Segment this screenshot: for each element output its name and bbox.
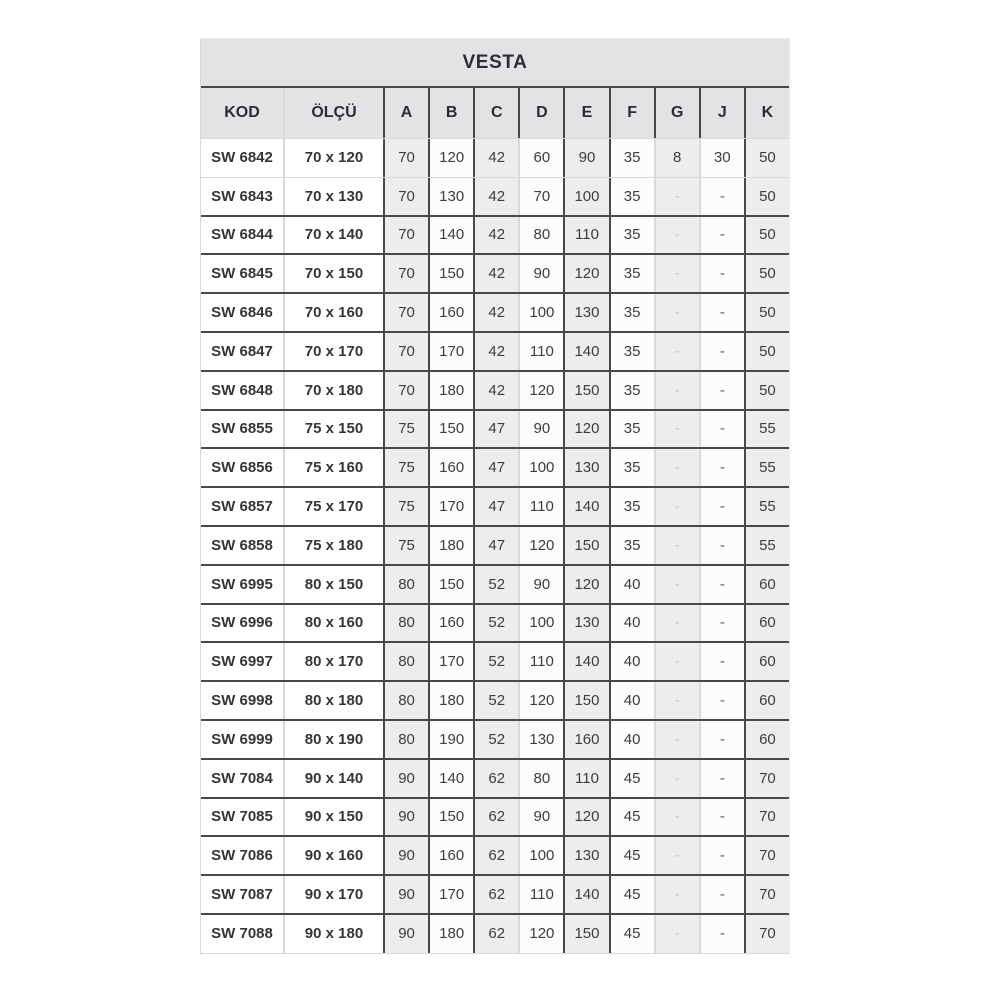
column-header-c: C [473,88,518,138]
cell-a: 80 [383,721,428,758]
table-row [201,760,789,799]
cell-g: 8 [654,139,699,177]
table-row [201,527,789,566]
cell-k: 70 [744,915,789,953]
cell-j: - [699,178,744,215]
cell-olcu: 70 x 180 [283,372,383,409]
cell-g: - [654,721,699,758]
cell-kod: SW 6857 [201,488,283,525]
cell-b: 180 [428,527,473,564]
cell-f: 35 [609,217,654,254]
cell-a: 70 [383,178,428,215]
cell-b: 160 [428,294,473,331]
cell-b: 160 [428,605,473,642]
column-header-d: D [518,88,563,138]
cell-c: 62 [473,915,518,953]
cell-a: 75 [383,527,428,564]
cell-g: - [654,411,699,448]
cell-f: 45 [609,837,654,874]
cell-kod: SW 6858 [201,527,283,564]
cell-f: 40 [609,643,654,680]
cell-a: 70 [383,255,428,292]
cell-d: 80 [518,760,563,797]
cell-b: 160 [428,837,473,874]
cell-kod: SW 6855 [201,411,283,448]
cell-k: 60 [744,682,789,719]
cell-a: 80 [383,605,428,642]
table-row [201,799,789,838]
cell-k: 70 [744,876,789,913]
table-row [201,488,789,527]
cell-j: - [699,837,744,874]
cell-c: 42 [473,217,518,254]
cell-k: 50 [744,217,789,254]
cell-e: 150 [563,527,608,564]
cell-f: 35 [609,255,654,292]
cell-d: 120 [518,372,563,409]
cell-e: 120 [563,566,608,603]
cell-olcu: 90 x 160 [283,837,383,874]
column-header-b: B [428,88,473,138]
cell-e: 150 [563,372,608,409]
cell-f: 45 [609,799,654,836]
cell-j: - [699,488,744,525]
table-row [201,139,789,178]
cell-c: 52 [473,605,518,642]
cell-j: - [699,333,744,370]
cell-olcu: 80 x 150 [283,566,383,603]
cell-c: 62 [473,799,518,836]
cell-j: - [699,915,744,953]
cell-d: 100 [518,449,563,486]
cell-c: 47 [473,411,518,448]
cell-f: 35 [609,527,654,564]
cell-olcu: 70 x 160 [283,294,383,331]
cell-k: 60 [744,566,789,603]
cell-k: 60 [744,721,789,758]
cell-e: 130 [563,605,608,642]
cell-f: 35 [609,372,654,409]
cell-a: 70 [383,217,428,254]
cell-b: 140 [428,217,473,254]
cell-kod: SW 6998 [201,682,283,719]
table-row [201,643,789,682]
cell-olcu: 75 x 180 [283,527,383,564]
column-header-j: J [699,88,744,138]
cell-b: 170 [428,876,473,913]
cell-olcu: 90 x 170 [283,876,383,913]
table-title: VESTA [201,39,789,88]
cell-g: - [654,372,699,409]
cell-g: - [654,255,699,292]
cell-kod: SW 6847 [201,333,283,370]
cell-olcu: 75 x 150 [283,411,383,448]
column-header-k: K [744,88,789,138]
cell-kod: SW 6999 [201,721,283,758]
cell-g: - [654,449,699,486]
cell-g: - [654,488,699,525]
cell-g: - [654,915,699,953]
cell-f: 35 [609,333,654,370]
table-body [201,139,789,954]
cell-k: 70 [744,799,789,836]
cell-olcu: 70 x 130 [283,178,383,215]
cell-d: 80 [518,217,563,254]
cell-j: - [699,217,744,254]
cell-f: 40 [609,566,654,603]
cell-j: - [699,876,744,913]
cell-b: 150 [428,566,473,603]
table-row [201,294,789,333]
cell-kod: SW 7086 [201,837,283,874]
cell-d: 60 [518,139,563,177]
cell-d: 90 [518,799,563,836]
cell-c: 52 [473,721,518,758]
cell-k: 55 [744,449,789,486]
cell-olcu: 80 x 190 [283,721,383,758]
cell-k: 70 [744,760,789,797]
cell-k: 70 [744,837,789,874]
cell-f: 35 [609,178,654,215]
table-row [201,876,789,915]
column-header-e: E [563,88,608,138]
cell-kod: SW 7084 [201,760,283,797]
cell-f: 35 [609,449,654,486]
cell-g: - [654,876,699,913]
cell-e: 120 [563,255,608,292]
cell-b: 180 [428,915,473,953]
cell-f: 45 [609,760,654,797]
cell-d: 100 [518,605,563,642]
cell-c: 62 [473,876,518,913]
cell-j: - [699,411,744,448]
cell-j: - [699,643,744,680]
cell-d: 90 [518,411,563,448]
cell-g: - [654,333,699,370]
cell-c: 42 [473,333,518,370]
cell-k: 60 [744,643,789,680]
cell-e: 140 [563,643,608,680]
cell-a: 75 [383,449,428,486]
cell-kod: SW 6997 [201,643,283,680]
cell-olcu: 70 x 150 [283,255,383,292]
table-row [201,411,789,450]
cell-f: 35 [609,488,654,525]
cell-a: 90 [383,760,428,797]
cell-d: 100 [518,294,563,331]
column-header-olcu: ÖLÇÜ [283,88,383,138]
cell-k: 50 [744,255,789,292]
cell-olcu: 70 x 120 [283,139,383,177]
cell-b: 150 [428,255,473,292]
cell-a: 80 [383,643,428,680]
cell-b: 160 [428,449,473,486]
cell-j: - [699,721,744,758]
cell-c: 42 [473,294,518,331]
cell-b: 170 [428,488,473,525]
cell-e: 150 [563,915,608,953]
cell-olcu: 80 x 180 [283,682,383,719]
cell-c: 62 [473,760,518,797]
cell-d: 120 [518,527,563,564]
cell-g: - [654,178,699,215]
cell-k: 55 [744,488,789,525]
cell-olcu: 90 x 150 [283,799,383,836]
table-row [201,333,789,372]
cell-g: - [654,682,699,719]
cell-a: 90 [383,837,428,874]
cell-c: 42 [473,139,518,177]
cell-c: 52 [473,682,518,719]
cell-e: 150 [563,682,608,719]
cell-olcu: 90 x 180 [283,915,383,953]
cell-e: 140 [563,876,608,913]
cell-d: 110 [518,333,563,370]
cell-e: 110 [563,217,608,254]
cell-j: - [699,449,744,486]
cell-kod: SW 7088 [201,915,283,953]
cell-kod: SW 7087 [201,876,283,913]
cell-d: 70 [518,178,563,215]
cell-c: 42 [473,178,518,215]
cell-a: 70 [383,294,428,331]
cell-kod: SW 6996 [201,605,283,642]
cell-e: 130 [563,837,608,874]
cell-g: - [654,799,699,836]
cell-kod: SW 6856 [201,449,283,486]
cell-j: - [699,760,744,797]
table-row [201,178,789,217]
cell-olcu: 80 x 170 [283,643,383,680]
cell-j: - [699,294,744,331]
table-row [201,255,789,294]
cell-b: 140 [428,760,473,797]
cell-e: 100 [563,178,608,215]
cell-kod: SW 6843 [201,178,283,215]
cell-d: 120 [518,915,563,953]
column-header-kod: KOD [201,88,283,138]
cell-a: 80 [383,682,428,719]
cell-j: - [699,566,744,603]
cell-a: 70 [383,139,428,177]
cell-k: 50 [744,139,789,177]
cell-f: 40 [609,721,654,758]
cell-g: - [654,217,699,254]
cell-a: 90 [383,799,428,836]
cell-g: - [654,527,699,564]
cell-d: 110 [518,488,563,525]
cell-j: - [699,372,744,409]
table-row [201,682,789,721]
cell-j: - [699,682,744,719]
cell-a: 75 [383,488,428,525]
cell-kod: SW 6842 [201,139,283,177]
cell-e: 120 [563,411,608,448]
cell-c: 52 [473,566,518,603]
cell-e: 140 [563,488,608,525]
cell-olcu: 90 x 140 [283,760,383,797]
table-row [201,605,789,644]
cell-c: 42 [473,255,518,292]
cell-kod: SW 6844 [201,217,283,254]
cell-k: 50 [744,294,789,331]
cell-olcu: 70 x 170 [283,333,383,370]
table-row [201,217,789,256]
cell-f: 35 [609,411,654,448]
cell-k: 60 [744,605,789,642]
cell-j: - [699,799,744,836]
cell-e: 160 [563,721,608,758]
cell-f: 45 [609,915,654,953]
cell-b: 170 [428,643,473,680]
cell-e: 140 [563,333,608,370]
table-row [201,566,789,605]
cell-b: 120 [428,139,473,177]
cell-d: 90 [518,255,563,292]
cell-a: 75 [383,411,428,448]
cell-f: 35 [609,294,654,331]
table-row [201,837,789,876]
cell-g: - [654,643,699,680]
cell-f: 35 [609,139,654,177]
cell-c: 52 [473,643,518,680]
cell-g: - [654,566,699,603]
header-row [201,88,789,139]
column-header-a: A [383,88,428,138]
cell-f: 40 [609,605,654,642]
cell-b: 190 [428,721,473,758]
table-row [201,449,789,488]
cell-b: 130 [428,178,473,215]
cell-e: 90 [563,139,608,177]
cell-d: 110 [518,876,563,913]
cell-c: 47 [473,449,518,486]
cell-a: 80 [383,566,428,603]
cell-j: - [699,527,744,564]
cell-kod: SW 6846 [201,294,283,331]
cell-e: 130 [563,294,608,331]
cell-b: 170 [428,333,473,370]
cell-k: 55 [744,411,789,448]
cell-b: 150 [428,799,473,836]
cell-j: 30 [699,139,744,177]
cell-f: 40 [609,682,654,719]
cell-kod: SW 6848 [201,372,283,409]
column-header-g: G [654,88,699,138]
cell-j: - [699,605,744,642]
cell-kod: SW 6995 [201,566,283,603]
cell-a: 70 [383,372,428,409]
cell-b: 150 [428,411,473,448]
cell-k: 55 [744,527,789,564]
cell-g: - [654,294,699,331]
cell-d: 110 [518,643,563,680]
cell-a: 70 [383,333,428,370]
cell-olcu: 80 x 160 [283,605,383,642]
cell-k: 50 [744,178,789,215]
cell-b: 180 [428,372,473,409]
cell-d: 120 [518,682,563,719]
cell-kod: SW 6845 [201,255,283,292]
cell-a: 90 [383,876,428,913]
cell-f: 45 [609,876,654,913]
cell-c: 62 [473,837,518,874]
cell-g: - [654,837,699,874]
cell-d: 90 [518,566,563,603]
cell-j: - [699,255,744,292]
cell-c: 47 [473,488,518,525]
cell-e: 130 [563,449,608,486]
cell-kod: SW 7085 [201,799,283,836]
cell-c: 47 [473,527,518,564]
spec-table [200,38,790,954]
cell-olcu: 75 x 160 [283,449,383,486]
cell-e: 120 [563,799,608,836]
cell-d: 130 [518,721,563,758]
cell-c: 42 [473,372,518,409]
table-row [201,721,789,760]
cell-k: 50 [744,372,789,409]
cell-b: 180 [428,682,473,719]
cell-g: - [654,760,699,797]
cell-k: 50 [744,333,789,370]
cell-e: 110 [563,760,608,797]
table-row [201,372,789,411]
cell-d: 100 [518,837,563,874]
cell-a: 90 [383,915,428,953]
table-row [201,915,789,954]
cell-g: - [654,605,699,642]
column-header-f: F [609,88,654,138]
cell-olcu: 70 x 140 [283,217,383,254]
cell-olcu: 75 x 170 [283,488,383,525]
